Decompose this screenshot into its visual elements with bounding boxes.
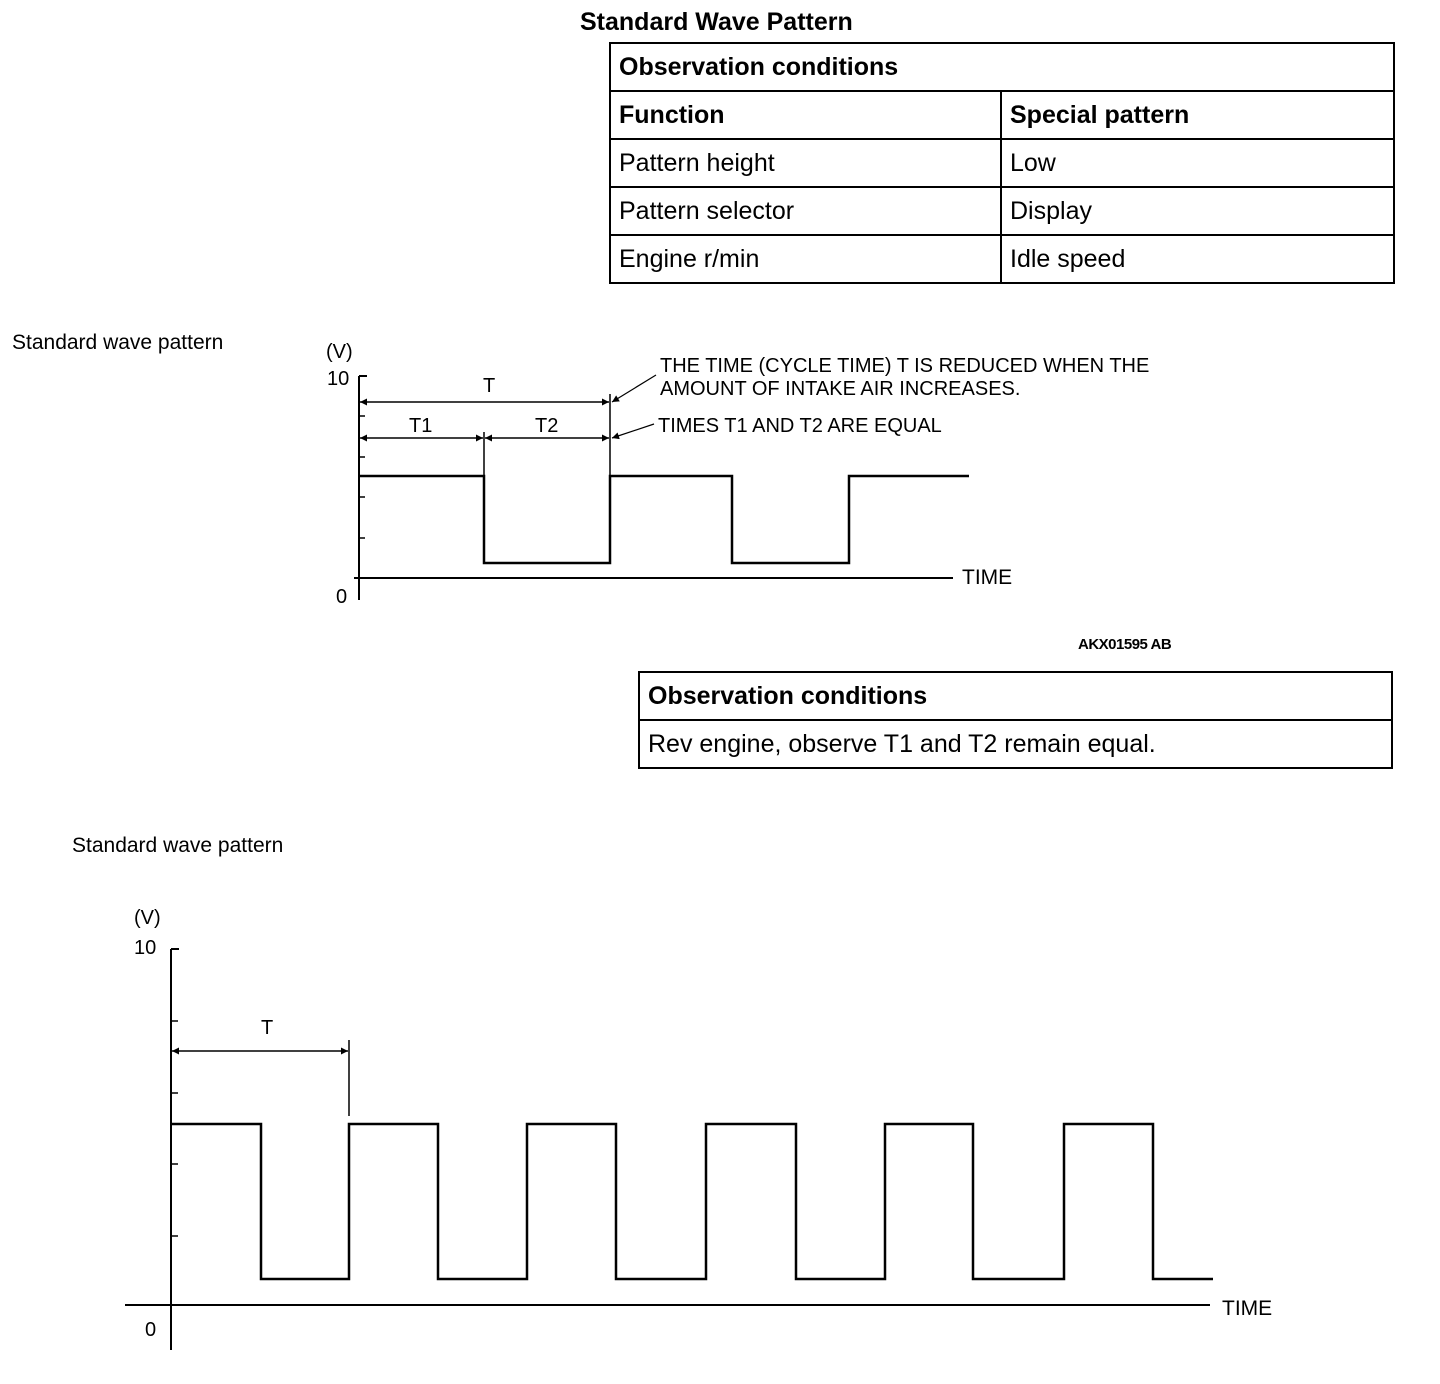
observation-conditions-table-2: [638, 671, 1393, 769]
figure-code: AKX01595 AB: [1078, 636, 1172, 653]
y-max-label: 10: [134, 937, 157, 959]
note-cycle-time-line2: AMOUNT OF INTAKE AIR INCREASES.: [660, 378, 1021, 400]
x-axis-label: TIME: [962, 566, 1013, 589]
y-min-label: 0: [145, 1319, 157, 1341]
table-row: [639, 672, 1392, 720]
table-header: Observation conditions: [610, 43, 1394, 91]
column-header-special-pattern: Special pattern: [1001, 91, 1394, 139]
period-label: T: [261, 1017, 274, 1039]
table-row: [639, 720, 1392, 768]
diagram1-label: Standard wave pattern: [12, 331, 224, 354]
column-header-function: Function: [610, 91, 1001, 139]
table-cell: Pattern height: [610, 139, 1001, 187]
table-header: Observation conditions: [639, 672, 1392, 720]
note-equal-times: TIMES T1 AND T2 ARE EQUAL: [658, 415, 942, 437]
leader-line-1: [612, 375, 656, 402]
x-axis-label: TIME: [1222, 1297, 1273, 1320]
y-unit-label: (V): [134, 907, 161, 929]
y-unit-label: (V): [326, 341, 353, 363]
table-cell: Engine r/min: [610, 235, 1001, 283]
table-cell: Display: [1001, 187, 1394, 235]
table-cell: Rev engine, observe T1 and T2 remain equal.: [639, 720, 1392, 768]
table-cell: Idle speed: [1001, 235, 1394, 283]
table-cell: Low: [1001, 139, 1394, 187]
t2-label: T2: [535, 415, 559, 437]
y-max-label: 10: [327, 368, 350, 390]
square-wave-2: [171, 1124, 1213, 1279]
t1-label: T1: [409, 415, 433, 437]
diagram1: [354, 375, 969, 600]
table-cell: Pattern selector: [610, 187, 1001, 235]
leader-line-2: [612, 424, 654, 438]
period-label: T: [483, 375, 496, 397]
page-title: Standard Wave Pattern: [580, 8, 853, 36]
y-min-label: 0: [336, 586, 348, 608]
diagram2: [125, 949, 1213, 1350]
diagram2-label: Standard wave pattern: [72, 834, 284, 857]
square-wave-1: [359, 476, 969, 563]
note-cycle-time-line1: THE TIME (CYCLE TIME) T IS REDUCED WHEN THE: [660, 355, 1150, 377]
